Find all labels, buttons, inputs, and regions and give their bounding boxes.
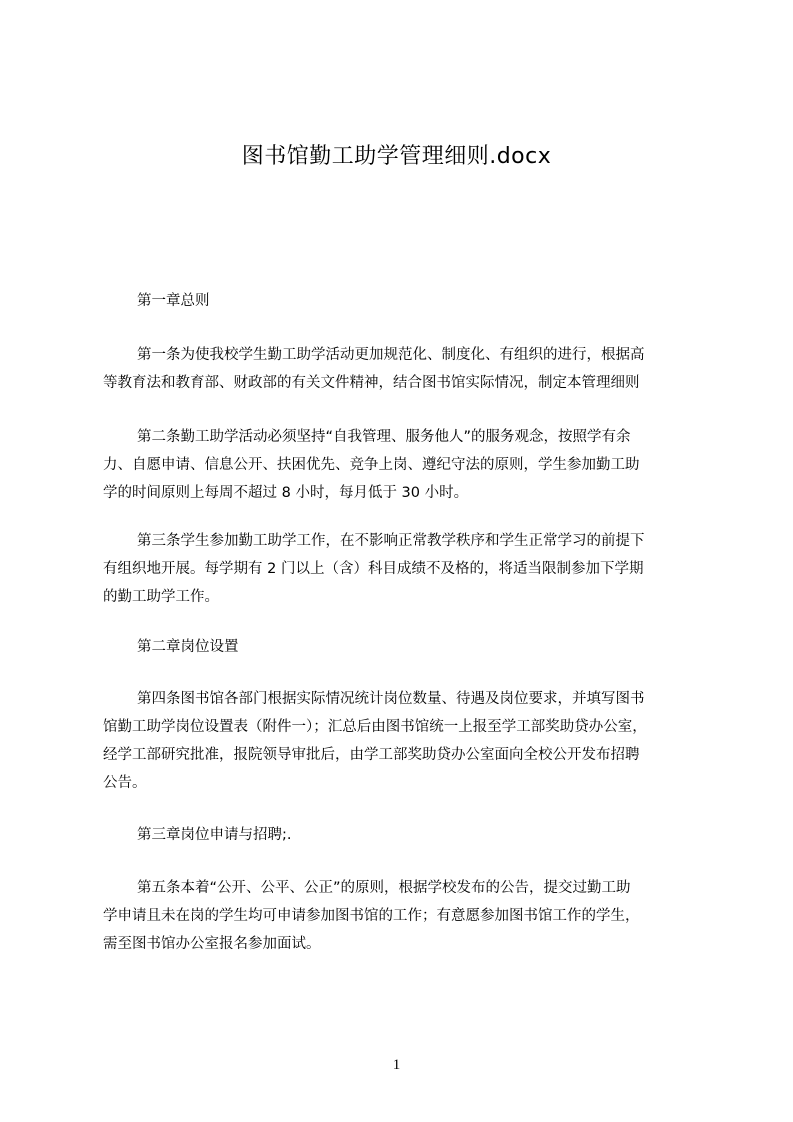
- page-number: 1: [392, 1057, 401, 1073]
- paragraph-line: 学申请且未在岗的学生均可申请参加图书馆的工作；有意愿参加图书馆工作的学生，: [103, 908, 640, 924]
- paragraph-line: 第四条图书馆各部门根据实际情况统计岗位数量、待遇及岗位要求，并填写图书: [137, 691, 645, 707]
- paragraph-line: 经学工部研究批准，报院领导审批后，由学工部奖助贷办公室面向全校公开发布招聘: [103, 747, 640, 763]
- paragraph-line: 学的时间原则上每周不超过 8 小时，每月低于 30 小时。: [103, 485, 469, 501]
- article-3-paragraph: [103, 527, 699, 611]
- article-4-paragraph: [103, 685, 699, 797]
- paragraph-line: 公告。: [103, 775, 147, 791]
- paragraph-line: 有组织地开展。每学期有 2 门以上（含）科目成绩不及格的，将适当限制参加下学期: [103, 561, 644, 577]
- article-1-paragraph: [103, 341, 699, 397]
- paragraph-line: 力、自愿申请、信息公开、扶困优先、竞争上岗、遵纪守法的原则，学生参加勤工助: [103, 457, 640, 473]
- document-title: 图书馆勤工助学管理细则.docx: [241, 144, 552, 169]
- chapter-1-heading: 第一章总则: [137, 293, 210, 309]
- chapter-2-heading: 第二章岗位设置: [137, 639, 239, 655]
- paragraph-line: 需至图书馆办公室报名参加面试。: [103, 936, 321, 952]
- paragraph-line: 等教育法和教育部、财政部的有关文件精神，结合图书馆实际情况，制定本管理细则: [103, 375, 640, 391]
- paragraph-line: 馆勤工助学岗位设置表（附件一）；汇总后由图书馆统一上报至学工部奖助贷办公室，: [103, 719, 647, 735]
- paragraph-line: 第一条为使我校学生勤工助学活动更加规范化、制度化、有组织的进行，根据高: [137, 347, 645, 363]
- paragraph-line: 第五条本着“公开、公平、公正”的原则，根据学校发布的公告，提交过勤工助: [137, 880, 631, 896]
- paragraph-line: 第三条学生参加勤工助学工作，在不影响正常教学秩序和学生正常学习的前提下: [137, 533, 645, 549]
- chapter-3-heading: 第三章岗位申请与招聘;.: [137, 827, 292, 843]
- article-2-paragraph: [103, 423, 699, 507]
- article-5-paragraph: [103, 874, 699, 958]
- paragraph-line: 的勤工助学工作。: [103, 589, 219, 605]
- paragraph-line: 第二条勤工助学活动必须坚持“自我管理、服务他人”的服务观念，按照学有余: [137, 429, 631, 445]
